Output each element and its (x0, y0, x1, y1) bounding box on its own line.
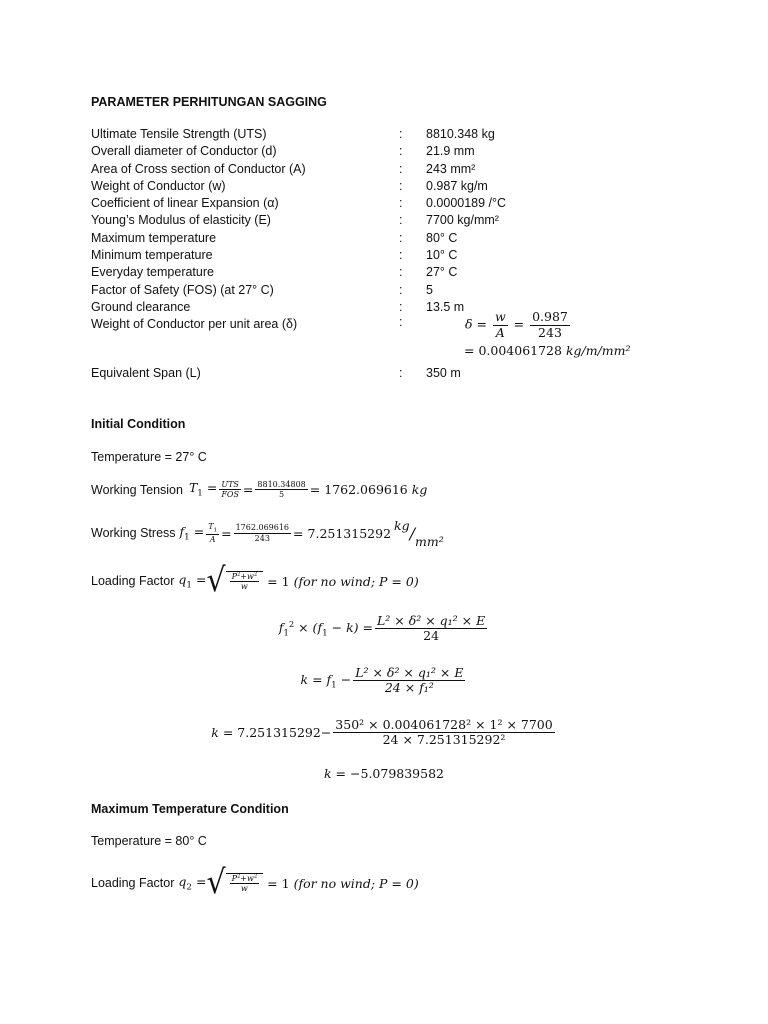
equation-2: $k = f_1$ − $\frac{\text{L² × δ² × q₁² × E}}{\text{24 × f₁²}}$ (300, 665, 464, 696)
param-colon: : (399, 144, 403, 159)
param-value: 8810.348 kg (426, 127, 495, 141)
param-label: Coefficient of linear Expansion (α) (91, 196, 279, 211)
param-row (91, 126, 711, 143)
param-value: 10° C (426, 248, 458, 263)
param-label: Weight of Conductor per unit area (δ) (91, 317, 298, 332)
loading-factor-value: 1 (281, 573, 290, 589)
working-stress-value: 7.251315292 (307, 525, 392, 541)
param-value: 243 mm² (426, 161, 476, 176)
stress-unit-den: mm² (415, 533, 444, 549)
param-colon: : (399, 196, 403, 211)
delta-formula: δ = $\frac{w}{A}$ = $\frac{0.987}{243}$ (465, 309, 568, 340)
param-label: Overall diameter of Conductor (d) (91, 144, 277, 159)
param-label: Everyday temperature (91, 265, 214, 280)
k-result-value: −5.079839582 (350, 766, 444, 781)
frac-numerator: UTS (221, 480, 239, 489)
param-value: 0.0000189 /°C (426, 196, 507, 211)
loading-factor-label: Loading Factor (91, 574, 175, 588)
frac-denominator: 5 (279, 490, 285, 500)
delta-result-unit: kg/m/mm² (565, 343, 631, 359)
param-label: Young’s Modulus of elasticity (E) (91, 213, 271, 228)
param-colon: : (399, 248, 403, 263)
frac-denominator: 24 × 7.251315292² (382, 732, 506, 748)
frac-denominator: 243 (538, 324, 562, 340)
initial-temperature: Temperature = 27° C (91, 450, 207, 464)
frac-numerator: 1762.069616 (235, 523, 290, 533)
working-tension-value: 1762.069616 (324, 482, 408, 498)
eq3-first-term: 7.251315292 (237, 725, 321, 741)
loading-factor-value: 1 (281, 875, 290, 891)
initial-condition-heading: Initial Condition (91, 417, 186, 431)
delta-result: = 0.004061728 kg/m/mm² (464, 343, 631, 359)
working-stress-label: Working Stress (91, 526, 176, 541)
loading-factor-note: (for no wind; P = 0) (293, 573, 419, 589)
frac-numerator: L² × δ² × q₁² × E (376, 613, 486, 628)
param-colon: : (399, 265, 403, 280)
param-label: Ground clearance (91, 299, 191, 314)
param-row (91, 264, 711, 281)
param-colon: : (399, 213, 403, 228)
param-label: Area of Cross section of Conductor (A) (91, 161, 306, 176)
frac-numerator: L² × δ² × q₁² × E (355, 665, 464, 680)
loading-factor-line-1: Loading Factor $q_1$ = √ $\frac{P^2+w^2}{w}$ = 1 (for no wind; P = 0) (91, 561, 419, 600)
frac-numerator: 0.987 (532, 309, 568, 325)
param-label: Minimum temperature (91, 248, 213, 263)
param-value: 21.9 mm (426, 144, 475, 159)
param-label: Factor of Safety (FOS) (at 27° C) (91, 282, 274, 297)
parameter-list (91, 126, 711, 383)
delta-row (91, 309, 711, 365)
param-value: 80° C (426, 230, 458, 245)
equation-3: k = 7.251315292 − $\frac{\text{350² × 0.004061728² × 1² × 7700}}{\text{24 × 7.251315292²}}$ (211, 717, 553, 748)
loading-factor-label: Loading Factor (91, 876, 175, 890)
stress-unit-num: kg (394, 517, 410, 533)
param-row (91, 212, 711, 229)
param-label: Maximum temperature (91, 230, 217, 245)
param-row (91, 282, 711, 299)
loading-factor-note: (for no wind; P = 0) (293, 875, 419, 891)
param-row (91, 247, 711, 264)
max-temperature: Temperature = 80° C (91, 834, 207, 848)
param-colon: : (399, 127, 403, 141)
param-label: Weight of Conductor (w) (91, 178, 226, 193)
document-title: PARAMETER PERHITUNGAN SAGGING (91, 95, 327, 109)
frac-denominator: A (495, 324, 505, 340)
working-tension-line: Working Tension $T_1$ = $\frac{\text{UTS}}{\text{FOS}}$ = $\frac{8810.34808}{5}$ = 1762.069616 kg (91, 480, 428, 500)
k-result: k = −5.079839582 (323, 766, 444, 781)
param-value: 5 (426, 282, 433, 297)
working-stress-line: Working Stress $f_1$ = $\frac{T_1}{A}$ = $\frac{1762.069616}{243}$ = 7.251315292 kg / mm² (91, 517, 444, 549)
param-row (91, 178, 711, 195)
frac-denominator: 24 × f₁² (384, 680, 434, 696)
param-colon: : (399, 315, 403, 330)
param-colon: : (399, 230, 403, 245)
param-label: Ultimate Tensile Strength (UTS) (91, 127, 267, 141)
delta-result-value: 0.004061728 (478, 343, 562, 359)
param-row (91, 230, 711, 247)
working-tension-unit: kg (411, 482, 428, 498)
param-row (91, 365, 711, 382)
param-row (91, 195, 711, 212)
frac-denominator: FOS (221, 490, 239, 500)
frac-numerator: w (494, 309, 506, 325)
param-value: 0.987 kg/m (426, 178, 488, 193)
max-temp-heading: Maximum Temperature Condition (91, 802, 289, 816)
param-value: 27° C (426, 265, 458, 280)
equation-1: $f_1^2 \times (f_1 - k)$ = $\frac{\text{L² × δ² × q₁² × E}}{24}$ (278, 613, 486, 644)
param-colon: : (399, 161, 403, 176)
frac-denominator: 24 (423, 628, 440, 644)
param-value: 13.5 m (426, 299, 465, 314)
working-tension-label: Working Tension (91, 482, 183, 497)
param-value: 350 m (426, 366, 461, 381)
param-value: 7700 kg/mm² (426, 213, 499, 228)
frac-denominator: 243 (254, 533, 270, 543)
frac-numerator: 350² × 0.004061728² × 1² × 7700 (335, 717, 553, 732)
param-row (91, 143, 711, 160)
loading-factor-line-2: Loading Factor $q_2$ = √ $\frac{P^2+w^2}{w}$ = 1 (for no wind; P = 0) (91, 863, 419, 902)
param-colon: : (399, 299, 403, 314)
param-row (91, 161, 711, 178)
param-colon: : (399, 282, 403, 297)
param-label: Equivalent Span (L) (91, 366, 201, 381)
frac-numerator: 8810.34808 (257, 480, 306, 489)
param-colon: : (399, 178, 403, 193)
param-colon: : (399, 366, 403, 381)
